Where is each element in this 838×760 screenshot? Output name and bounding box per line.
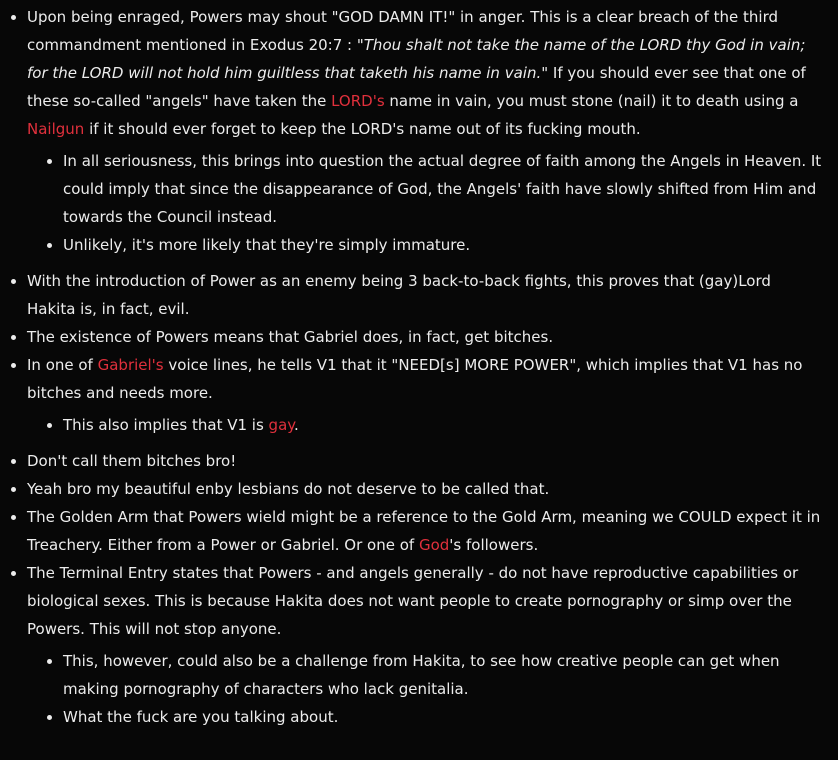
sub-list-item: • Unlikely, it's more likely that they're simply immature. (63, 231, 824, 259)
sub-list (27, 147, 824, 259)
gabriels-link[interactable]: Gabriel's (97, 356, 164, 374)
item-text: The Golden Arm that Powers wield might be a reference to the Gold Arm, meaning we COULD expect it in Treachery. Either from a Power or Gabriel. Or one of (27, 508, 821, 554)
trivia-list (0, 3, 824, 731)
item-text: In one of (27, 356, 98, 374)
item-text: 's followers. (449, 536, 539, 554)
item-text: . (294, 416, 299, 434)
item-text: If you should ever see that one of these so-called "angels" have taken the (27, 64, 806, 110)
list-item (27, 503, 824, 559)
item-text: name in vain, you must stone (nail) it to death using a (384, 92, 799, 110)
list-item (27, 351, 824, 439)
list-item: • Yeah bro my beautiful enby lesbians do not deserve to be called that. (27, 475, 824, 503)
item-text: voice lines, he tells V1 that it "NEED[s] MORE POWER", which implies that V1 has no bitches and needs more. (27, 356, 803, 402)
gay-link[interactable]: gay (268, 416, 294, 434)
exodus-quote: "Thou shalt not take the name of the LORD thy God in vain; for the LORD will not hold him guiltless that taketh his name in vain." (27, 36, 806, 82)
lords-link[interactable]: LORD's (331, 92, 385, 110)
sub-list-item: • In all seriousness, this brings into question the actual degree of faith among the Angels in Heaven. It could imply that since the disappearance of God, the Angels' faith have slowly shifted from Him and towards the Council instead. (63, 147, 824, 231)
list-item: • The existence of Powers means that Gabriel does, in fact, get bitches. (27, 323, 824, 351)
list-item (27, 559, 824, 731)
list-item: • Don't call them bitches bro! (27, 447, 824, 475)
sub-list-item: • This, however, could also be a challenge from Hakita, to see how creative people can get when making pornography of characters who lack genitalia. (63, 647, 824, 703)
sub-list-item: • What the fuck are you talking about. (63, 703, 824, 731)
sub-list-item (63, 411, 824, 439)
sub-list (27, 411, 824, 439)
item-text: This also implies that V1 is (63, 416, 269, 434)
god-link[interactable]: God (418, 536, 450, 554)
sub-list (27, 647, 824, 731)
item-text: Upon being enraged, Powers may shout "GOD DAMN IT!" in anger. This is a clear breach of the third commandment mentioned in Exodus 20:7 : (27, 8, 779, 54)
item-text: The Terminal Entry states that Powers - and angels generally - do not have reproductive capabilities or biological sexes. This is because Hakita does not want people to create pornography or simp over the Powers. This will not stop anyone. (27, 564, 799, 638)
list-item: • With the introduction of Power as an enemy being 3 back-to-back fights, this proves that (gay)Lord Hakita is, in fact, evil. (27, 267, 824, 323)
nailgun-link[interactable]: Nailgun (27, 120, 85, 138)
list-item (27, 3, 824, 259)
item-text: if it should ever forget to keep the LORD's name out of its fucking mouth. (84, 120, 641, 138)
